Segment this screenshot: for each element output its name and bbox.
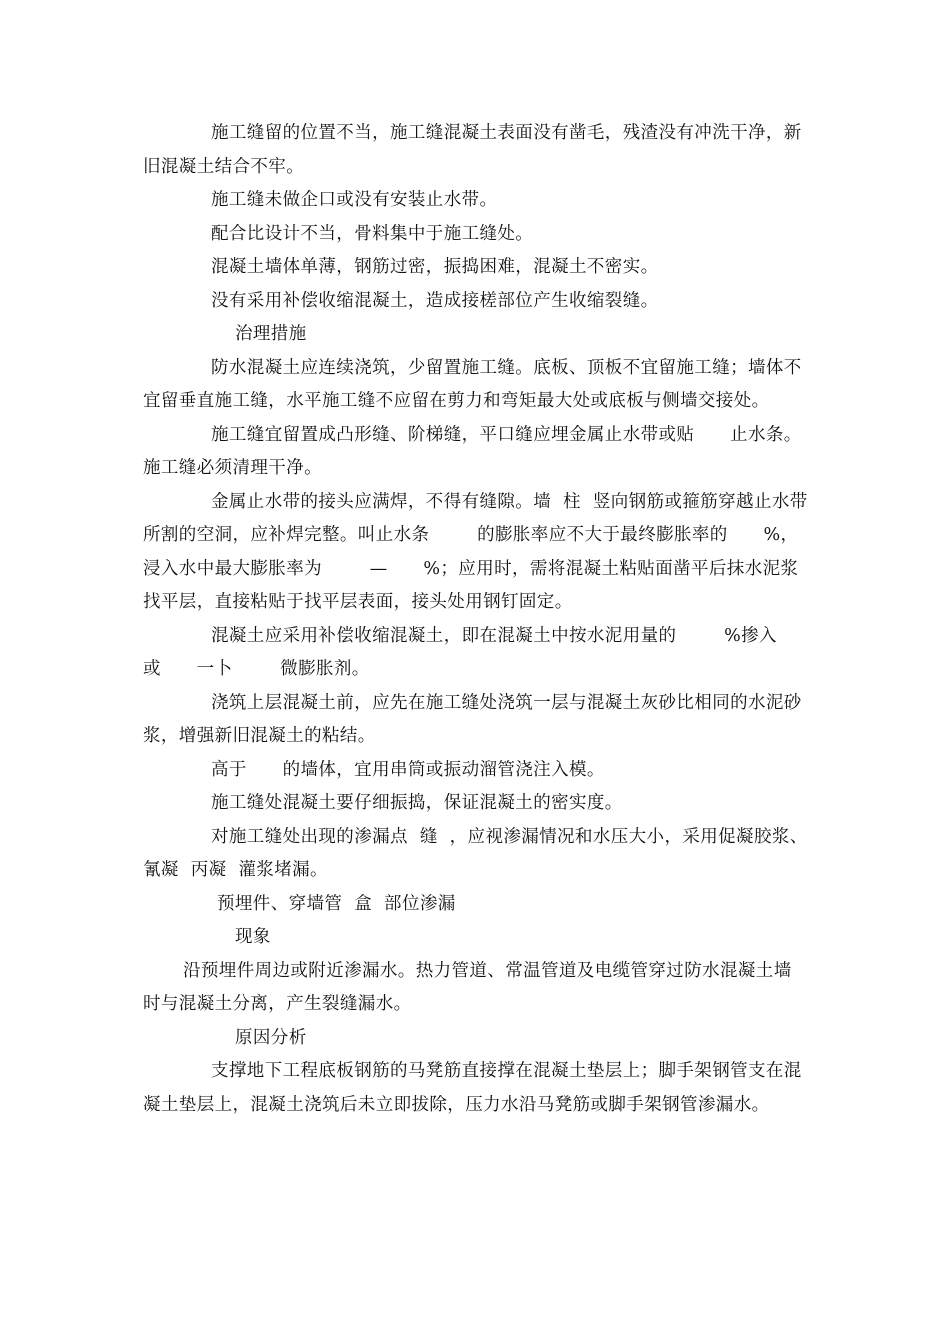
paragraph: 高于 的墙体，宜用串筒或振动溜管浇注入模。 — [211, 759, 605, 780]
paragraph: 沿预埋件周边或附近渗漏水。热力管道、常温管道及电缆管穿过防水混凝土墙时与混凝土分离，产生裂缝漏水。 — [143, 960, 792, 1014]
section-heading: 原因分析 — [235, 1027, 307, 1048]
paragraph: 支撑地下工程底板钢筋的马凳筋直接撑在混凝土垫层上；脚手架钢管支在混凝土垫层上，混凝土浇筑后未立即拔除，压力水沿马凳筋或脚手架钢管渗漏水。 — [143, 1061, 802, 1115]
paragraph: 混凝土应采用补偿收缩混凝土，即在混凝土中按水泥用量的 %掺入 或 一卜 微膨胀剂。 — [143, 625, 819, 679]
paragraph: 施工缝宜留置成凸形缝、阶梯缝，平口缝应埋金属止水带或贴 止水条。施工缝必须清理干净。 — [143, 424, 802, 478]
paragraph: 对施工缝处出现的渗漏点 缝 ，应视渗漏情况和水压大小，采用促凝胶浆、氰凝 丙凝 灌浆堵漏。 — [143, 826, 808, 880]
paragraph: 施工缝未做企口或没有安装止水带。 — [211, 190, 498, 210]
paragraph: 施工缝处混凝土要仔细振捣，保证混凝土的密实度。 — [211, 793, 623, 813]
section-heading: 预埋件、穿墙管 盒 部位渗漏 — [217, 893, 456, 914]
paragraph: 防水混凝土应连续浇筑，少留置施工缝。底板、顶板不宜留施工缝；墙体不宜留垂直施工缝，水平施工缝不应留在剪力和弯矩最大处或底板与侧墙交接处。 — [143, 357, 802, 411]
paragraph: 金属止水带的接头应满焊，不得有缝隙。墙 柱 竖向钢筋或箍筋穿越止水带所割的空洞，应补焊完整。叫止水条 的膨胀率应不大于最终膨胀率的 %，浸入水中最大膨胀率为 — %；应用时，需将混凝土粘贴面凿平后抹水泥浆找平层，直接粘贴于找平层表面，接头处用钢钉固定。 — [143, 491, 808, 612]
document-body — [143, 117, 819, 1122]
section-heading: 治理措施 — [235, 324, 307, 344]
paragraph: 混凝土墙体单薄，钢筋过密，振捣困难，混凝土不密实。 — [211, 257, 659, 277]
paragraph: 浇筑上层混凝土前，应先在施工缝处浇筑一层与混凝土灰砂比相同的水泥砂浆，增强新旧混凝土的粘结。 — [143, 692, 802, 746]
paragraph: 施工缝留的位置不当，施工缝混凝土表面没有凿毛，残渣没有冲洗干净，新旧混凝土结合不牢。 — [143, 123, 802, 177]
paragraph: 配合比设计不当，骨料集中于施工缝处。 — [211, 223, 534, 244]
paragraph: 没有采用补偿收缩混凝土，造成接槎部位产生收缩裂缝。 — [211, 290, 659, 311]
section-heading: 现象 — [235, 927, 271, 947]
